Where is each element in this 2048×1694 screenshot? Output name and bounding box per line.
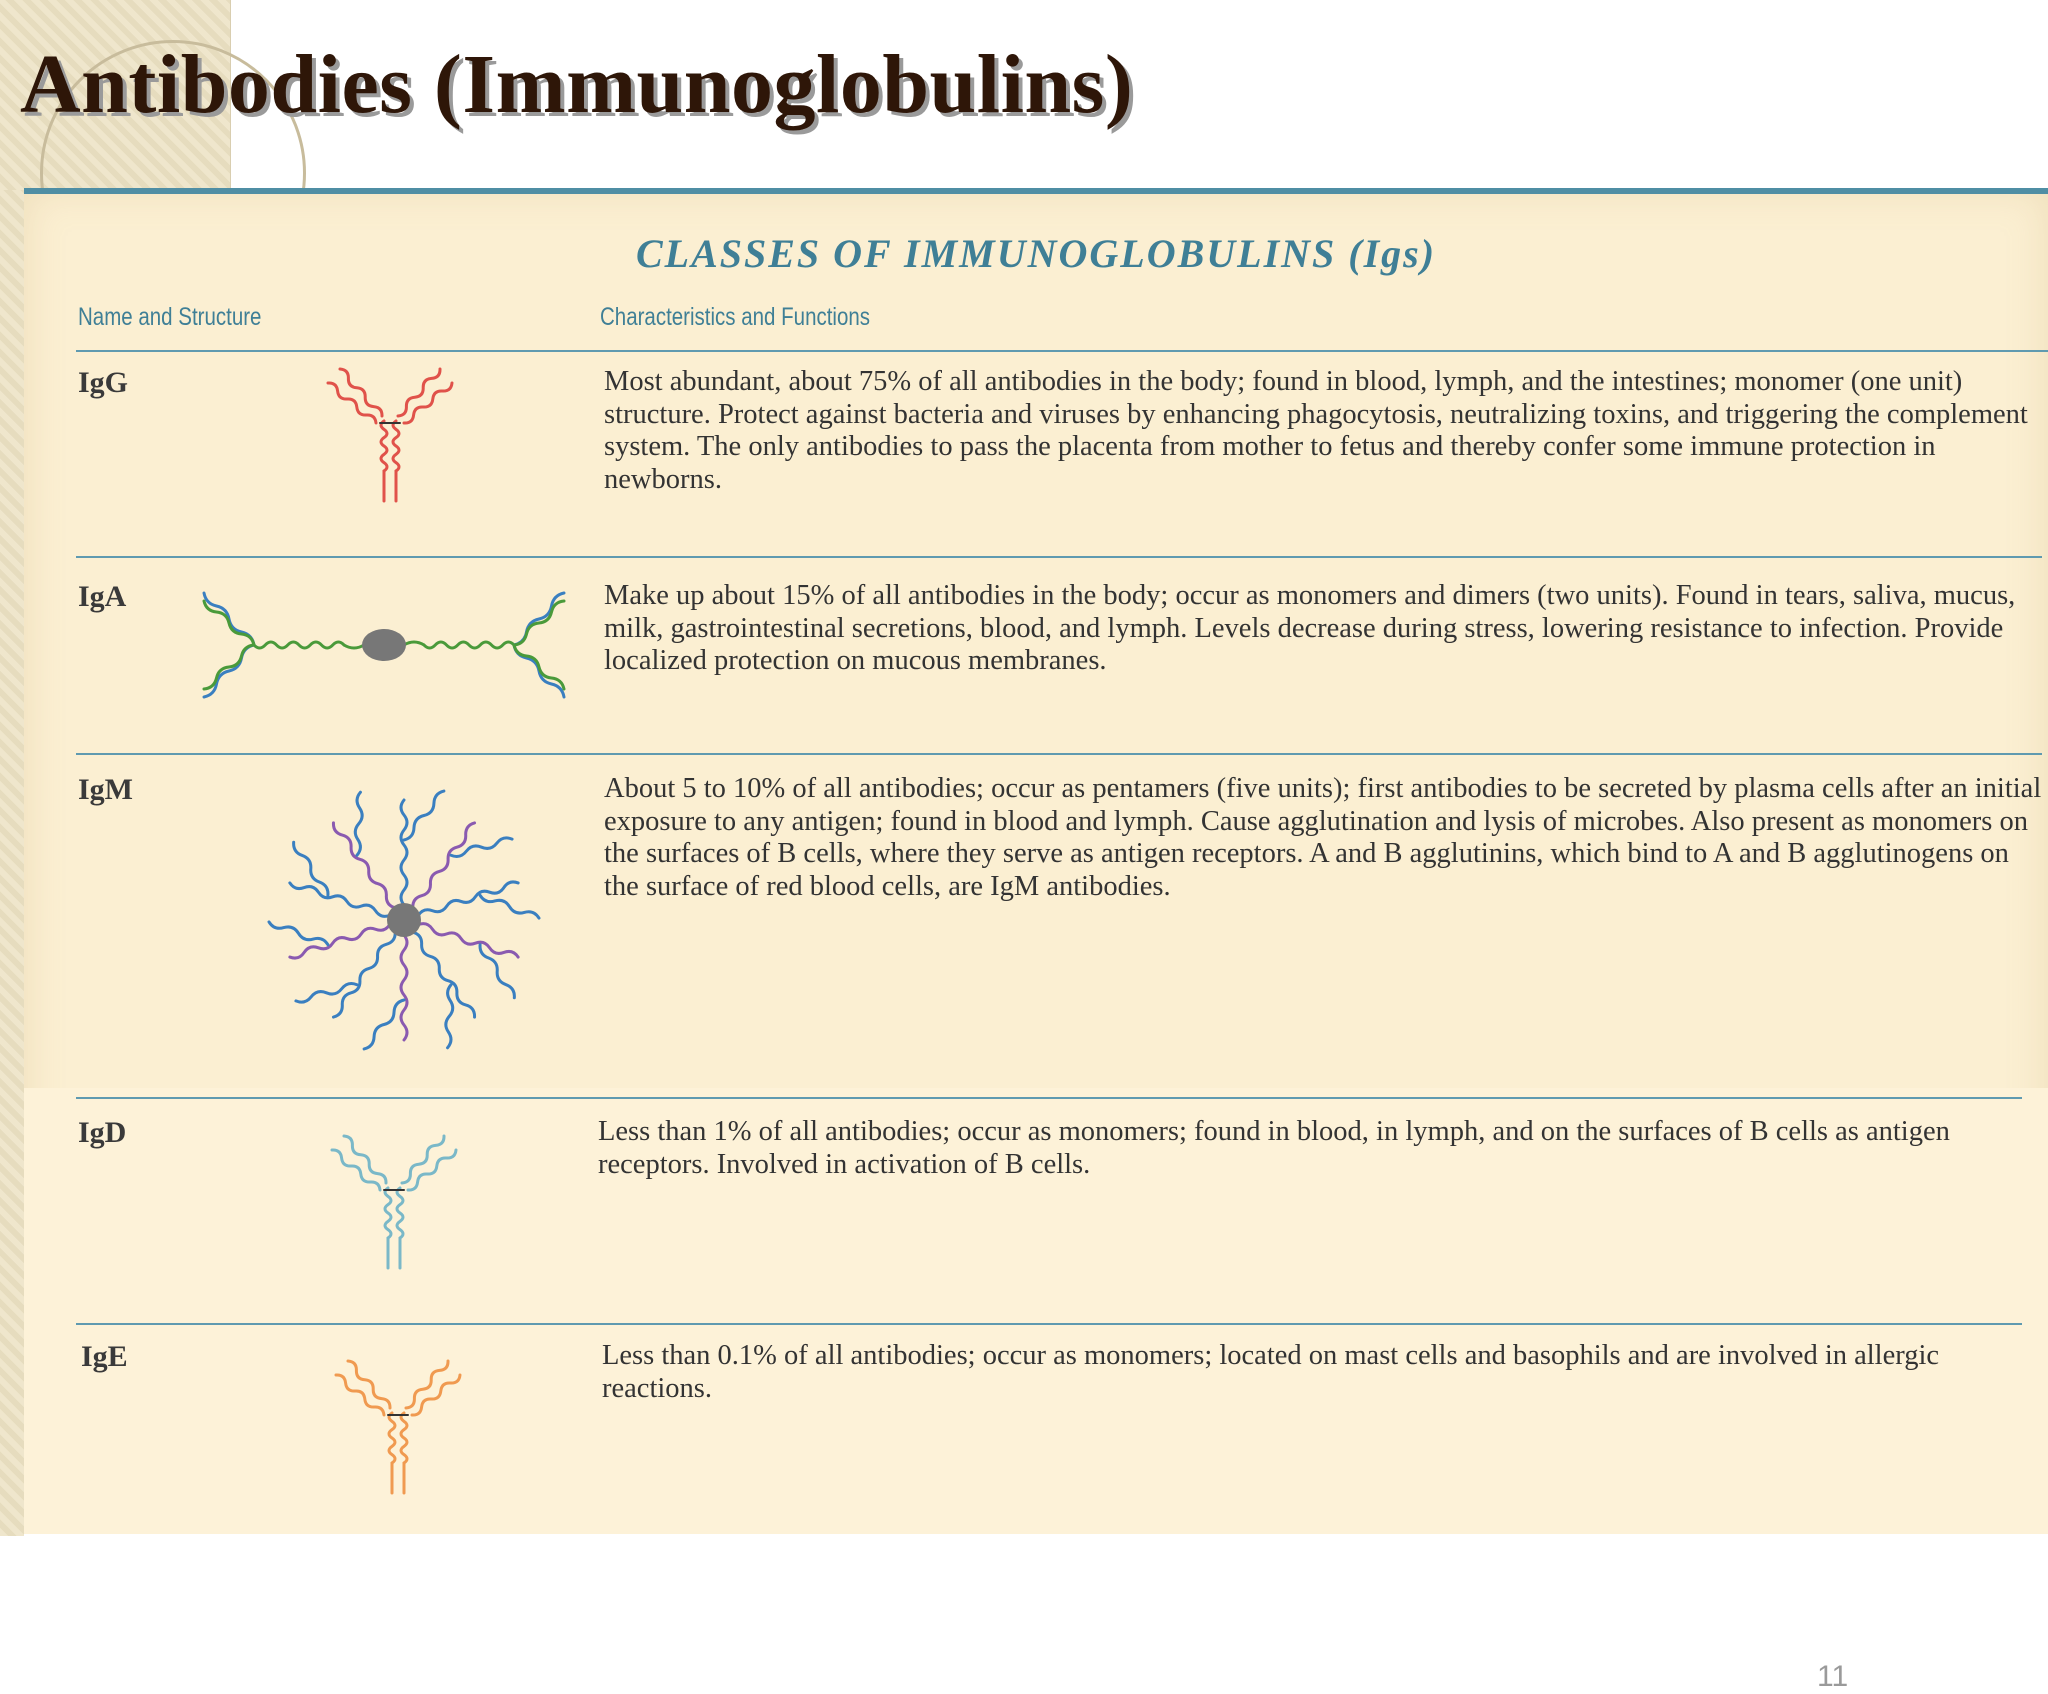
row-divider: [76, 753, 2042, 755]
igm-structure-illustration: [204, 770, 584, 1070]
ig-description: Most abundant, about 75% of all antibodies in the body; found in blood, lymph, and the intestines; monomer (one unit) structure. Protect against bacteria and viruses by enhancing phagocytosis, neutralizing toxins, and triggering the complement system. The only antibodies to pass the placenta from mother to fetus and thereby confer some immune protection in newborns.: [604, 366, 2028, 495]
column-header-characteristics: Characteristics and Functions: [600, 303, 871, 331]
row-divider: [76, 1097, 2022, 1099]
table-title: CLASSES OF IMMUNOGLOBULINS (Igs): [635, 231, 1437, 276]
ig-name: IgE: [81, 1340, 128, 1373]
slide-title: Antibodies (Immunoglobulins): [20, 38, 1134, 131]
ig-name: IgM: [78, 773, 133, 806]
igg-structure-illustration: [310, 356, 470, 506]
row-divider: [76, 556, 2042, 558]
panel-top-border: [24, 188, 2048, 194]
iga-structure-illustration: [194, 583, 574, 713]
column-header-name: Name and Structure: [78, 303, 262, 331]
ig-description: Less than 0.1% of all antibodies; occur as monomers; located on mast cells and basophils and are involved in allergic reactions.: [602, 1340, 1940, 1404]
page-number: 11: [1817, 1660, 1849, 1693]
left-decorative-stripe: [0, 190, 24, 1536]
ig-description: About 5 to 10% of all antibodies; occur as pentamers (five units); first antibodies to be secreted by plasma cells after an initial exposure to any antigen; found in blood and lymph. Cause agglutination and lysis of microbes. Also present as monomers on the surfaces of B cells, where they serve as antigen receptors. A and B agglutinins, which bind to A and B agglutinogens on the surface of red blood cells, are IgM antibodies.: [604, 773, 2042, 902]
ig-description: Less than 1% of all antibodies; occur as monomers; found in blood, in lymph, and on the surfaces of B cells as antigen receptors. Involved in activation of B cells.: [598, 1116, 1950, 1180]
igd-structure-illustration: [314, 1123, 474, 1273]
scanned-table-panel: [24, 188, 2048, 1693]
row-divider: [76, 1323, 2022, 1325]
ige-structure-illustration: [318, 1348, 478, 1498]
header-divider: [76, 350, 2048, 352]
ig-name: IgD: [78, 1116, 127, 1149]
ig-description: Make up about 15% of all antibodies in the body; occur as monomers and dimers (two units). Found in tears, saliva, mucus, milk, gastrointestinal secretions, blood, and lymph. Levels decrease during stress, lowering resistance to infection. Provide localized protection on mucous membranes.: [604, 580, 2016, 676]
ig-name: IgA: [78, 580, 127, 613]
ig-name: IgG: [78, 366, 129, 399]
